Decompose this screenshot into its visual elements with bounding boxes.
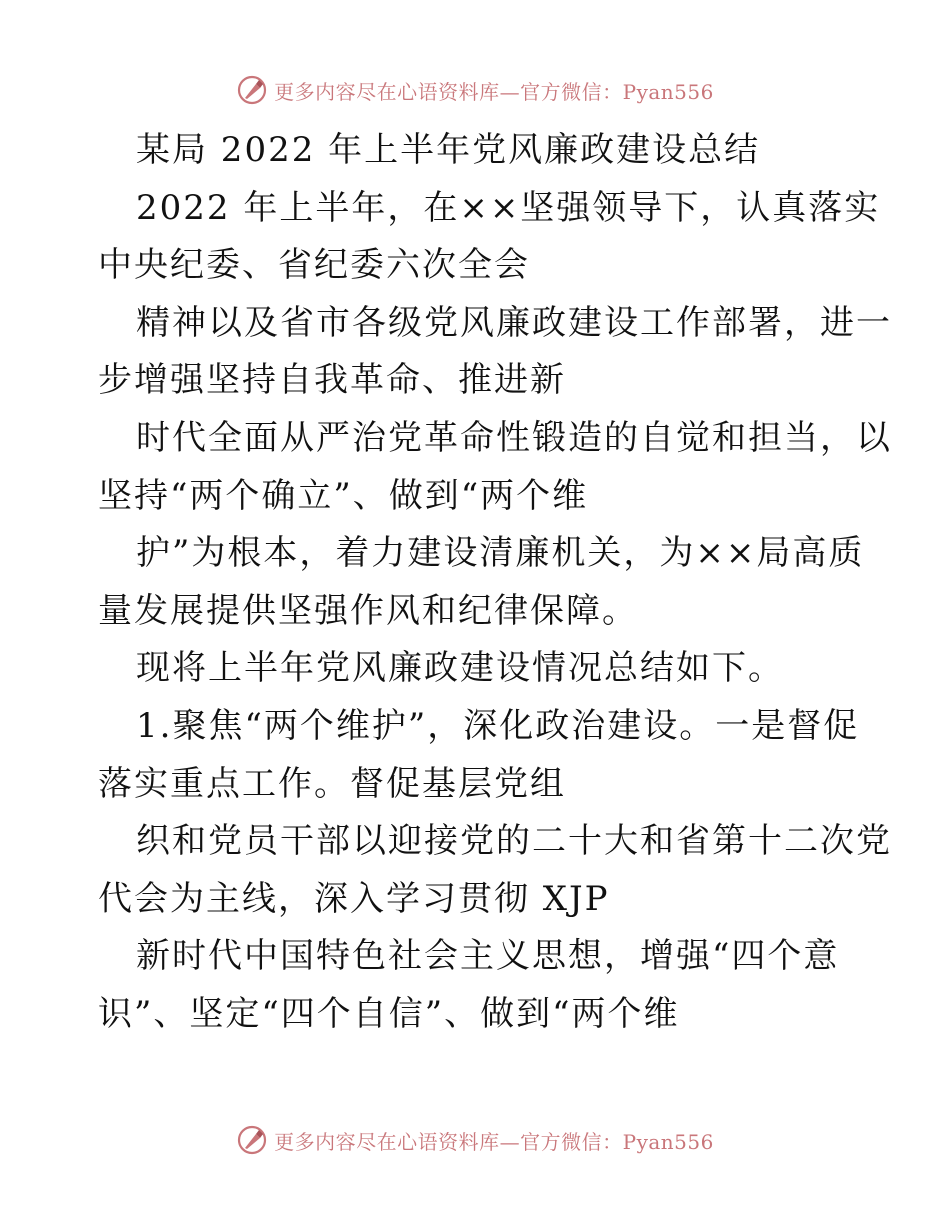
text-line: 步增强坚持自我革命、推进新	[98, 360, 566, 401]
text-line: 织和党员干部以迎接党的二十大和省第十二次党	[136, 821, 892, 862]
text-line: 中央纪委、省纪委六次全会	[98, 245, 530, 286]
text-line: 精神以及省市各级党风廉政建设工作部署，进一	[136, 302, 892, 343]
pen-nib-logo-icon	[236, 1124, 268, 1156]
text-line: 2022 年上半年，在××坚强领导下，认真落实	[136, 187, 881, 228]
text-line: 坚持“两个确立”、做到“两个维	[98, 475, 589, 516]
banner-text: 更多内容尽在心语资料库—官方微信：Pyan556	[274, 79, 714, 104]
pen-nib-logo-icon	[236, 74, 268, 106]
text-line: 量发展提供坚强作风和纪律保障。	[98, 590, 638, 631]
footer-banner	[0, 1120, 950, 1160]
text-line: 代会为主线，深入学习贯彻 XJP	[98, 878, 610, 919]
banner-text: 更多内容尽在心语资料库—官方微信：Pyan556	[274, 1129, 714, 1154]
text-line: 护”为根本，着力建设清廉机关，为××局高质	[136, 533, 865, 574]
text-line: 1.聚焦“两个维护”，深化政治建设。一是督促	[136, 705, 860, 746]
text-line: 识”、坚定“四个自信”、做到“两个维	[98, 993, 680, 1034]
text-line: 时代全面从严治党革命性锻造的自觉和担当，以	[136, 417, 892, 458]
text-line: 现将上半年党风廉政建设情况总结如下。	[136, 648, 784, 689]
text-line: 某局 2022 年上半年党风廉政建设总结	[136, 130, 761, 170]
text-line: 落实重点工作。督促基层党组	[98, 763, 566, 804]
text-line: 新时代中国特色社会主义思想，增强“四个意	[136, 936, 840, 977]
document-body	[98, 122, 892, 1044]
header-banner	[0, 70, 950, 110]
